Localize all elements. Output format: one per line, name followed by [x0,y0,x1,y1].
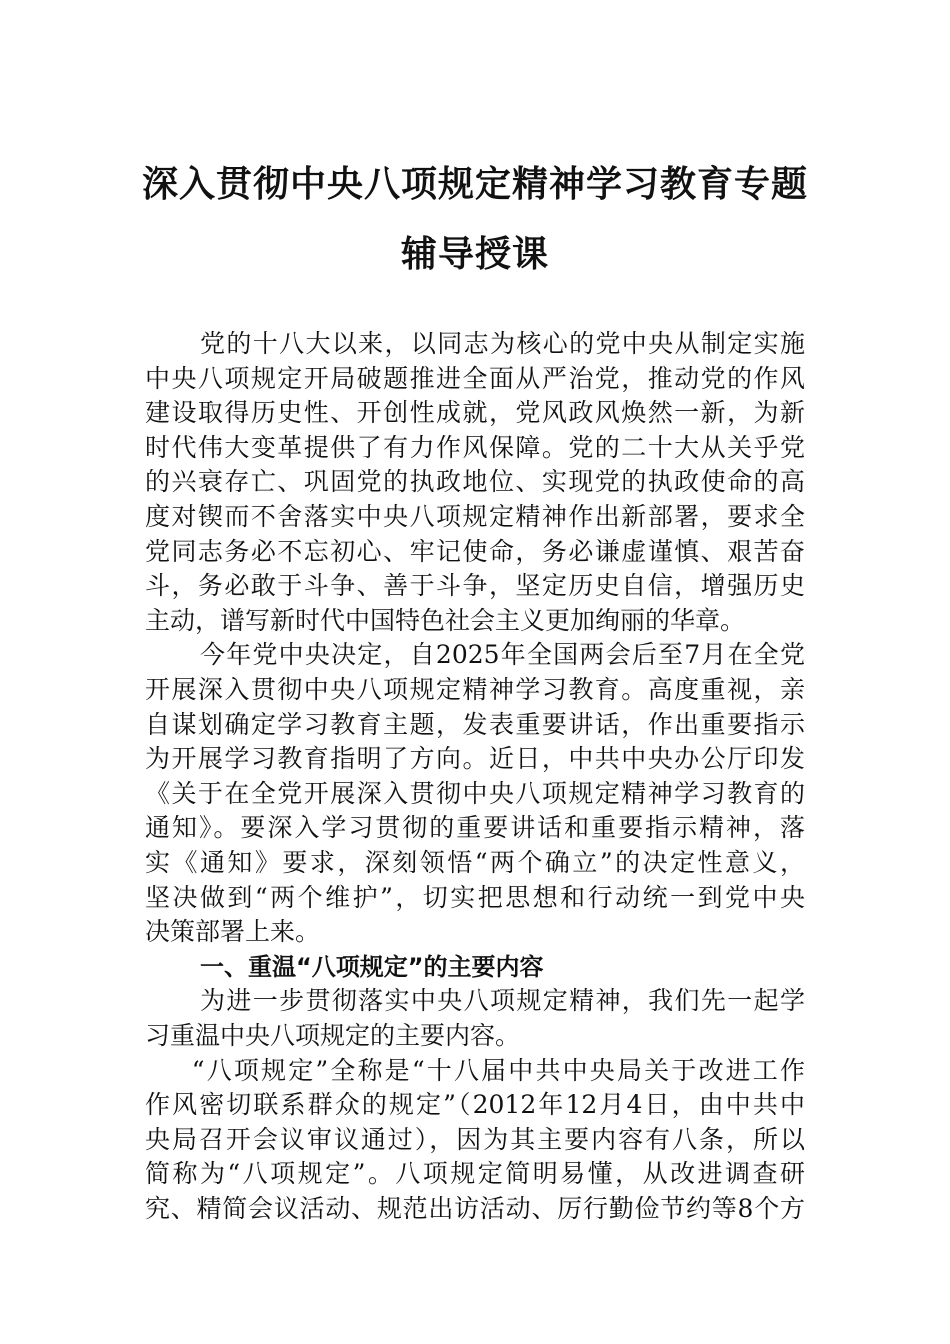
body-line: 中央八项规定开局破题推进全面从严治党，推动党的作风 [145,363,805,393]
body-line: 时代伟大变革提供了有力作风保障。党的二十大从关乎党 [145,432,805,462]
body-line: 党同志务必不忘初心、牢记使命，务必谦虚谨慎、艰苦奋 [145,536,805,566]
body-line: 主动，谱写新时代中国特色社会主义更加绚丽的华章。 [145,605,746,635]
body-line: 习重温中央八项规定的主要内容。 [145,1021,521,1050]
body-line: 通知》。要深入学习贯彻的重要讲话和重要指示精神，落 [145,813,805,843]
body-line: 今年党中央决定，自2025年全国两会后至7月在全党 [200,640,805,670]
document-title-line-2: 辅导授课 [400,234,549,275]
body-line: 的兴衰存亡、巩固党的执政地位、实现党的执政使命的高 [145,467,805,497]
body-line: 度对锲而不舍落实中央八项规定精神作出新部署，要求全 [145,502,805,531]
body-line: 作风密切联系群众的规定”（2012年12月4日，由中共中 [145,1090,805,1120]
body-line: “八项规定”全称是“十八届中共中央局关于改进工作 [191,1055,805,1085]
body-line: 建设取得历史性、开创性成就，党风政风焕然一新，为新 [145,398,805,428]
body-line: 央局召开会议审议通过），因为其主要内容有八条，所以 [145,1124,805,1154]
section-heading: 一、重温“八项规定”的主要内容 [200,952,544,981]
body-line: 开展深入贯彻中央八项规定精神学习教育。高度重视，亲 [145,675,805,704]
body-line: 党的十八大以来，以同志为核心的党中央从制定实施 [200,329,805,358]
body-line: 为进一步贯彻落实中央八项规定精神，我们先一起学 [200,986,805,1016]
body-line: 斗，务必敢于斗争、善于斗争，坚定历史自信，增强历史 [145,571,805,601]
body-line: 坚决做到“两个维护”，切实把思想和行动统一到党中央 [145,882,805,912]
body-line: 决策部署上来。 [145,917,321,947]
body-line: 究、精简会议活动、规范出访活动、厉行勤俭节约等8个方 [145,1194,805,1223]
body-line: 为开展学习教育指明了方向。近日，中共中央办公厅印发 [145,744,805,774]
body-line: 《关于在全党开展深入贯彻中央八项规定精神学习教育的 [145,778,805,808]
body-line: 自谋划确定学习教育主题，发表重要讲话，作出重要指示 [145,709,805,739]
document-title-line-1: 深入贯彻中央八项规定精神学习教育专题 [141,164,808,205]
body-line: 简称为“八项规定”。八项规定简明易懂，从改进调查研 [145,1159,805,1189]
body-line: 实《通知》要求，深刻领悟“两个确立”的决定性意义， [145,848,805,877]
